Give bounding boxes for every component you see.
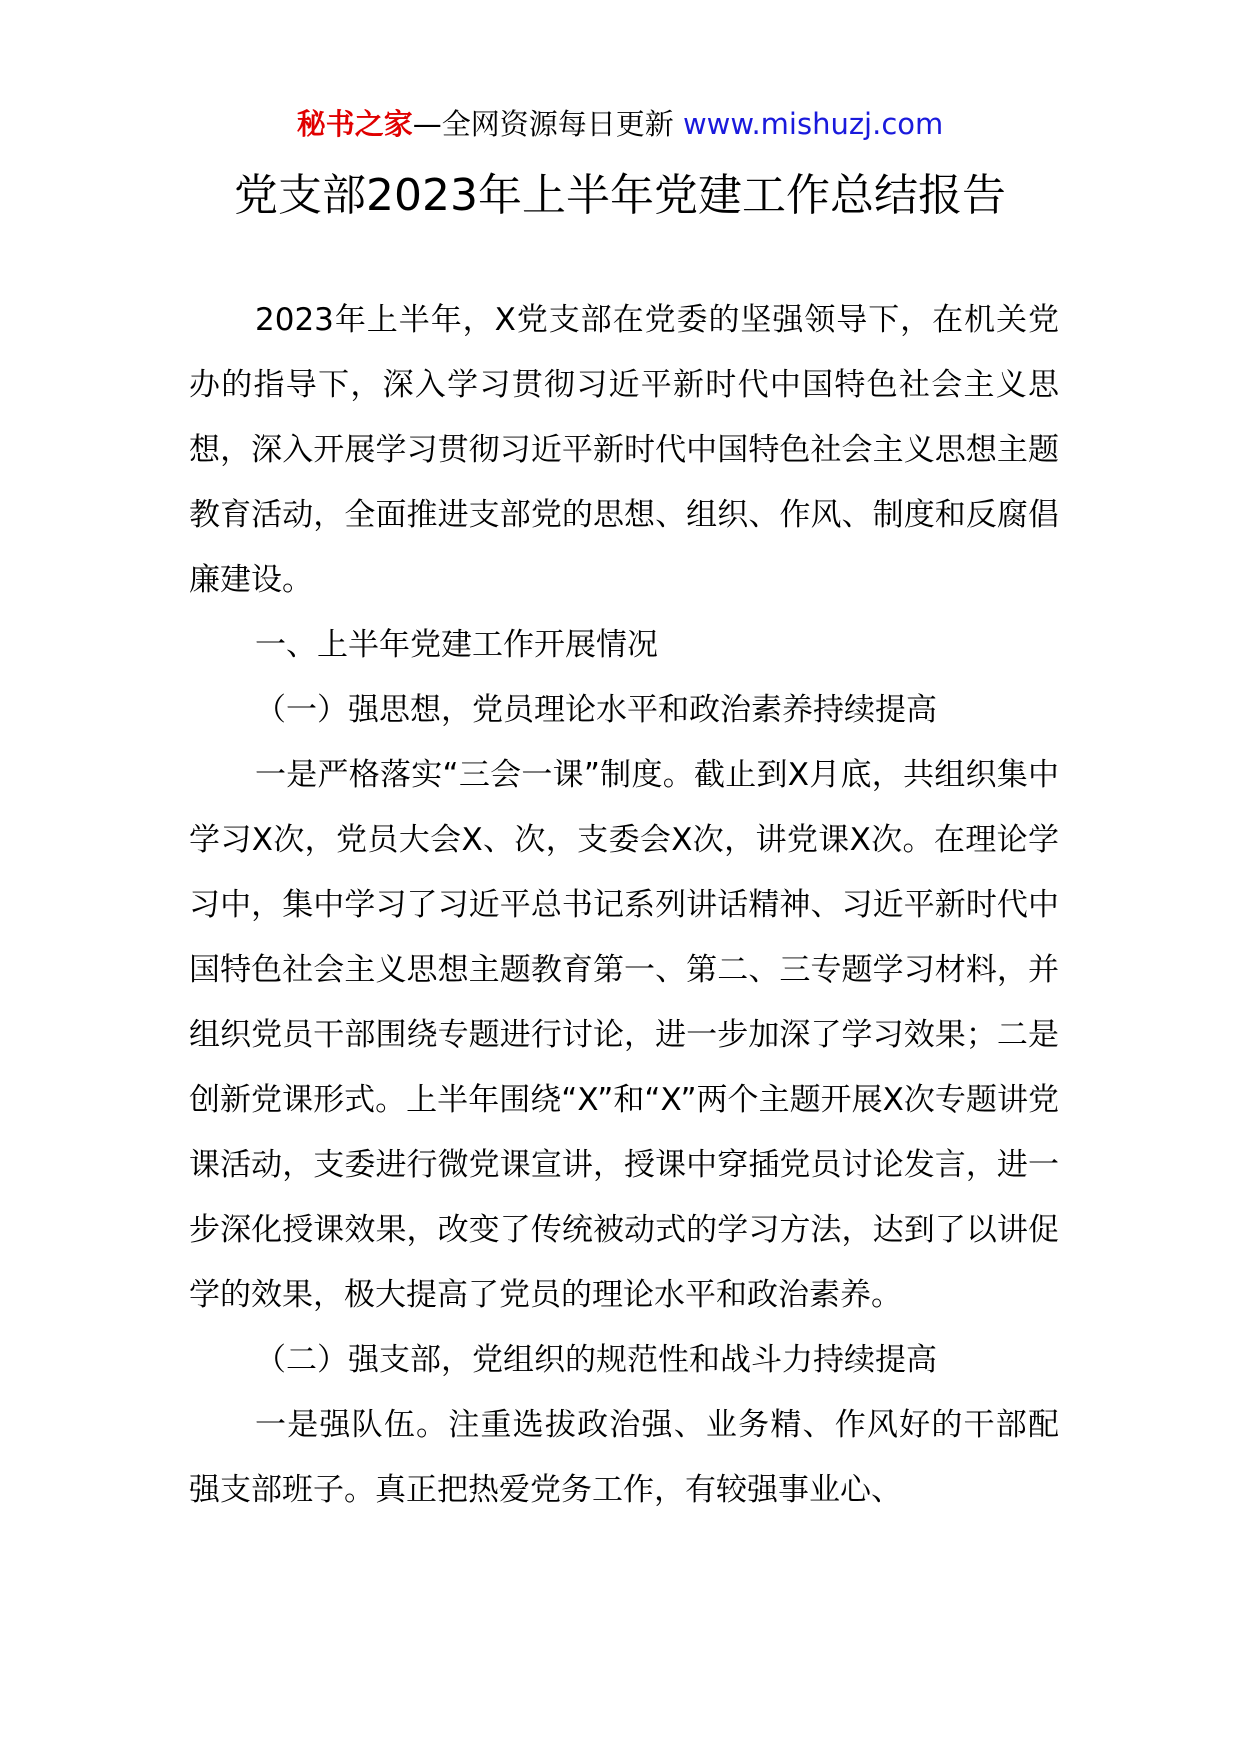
site-brand: 秘书之家 xyxy=(296,107,413,141)
section-heading-1: 一、上半年党建工作开展情况 xyxy=(255,627,658,663)
document-title: 党支部2023年上半年党建工作总结报告 xyxy=(234,170,1006,221)
paragraph-body-2: 一是强队伍。注重选拔政治强、业务精、作风好的干部配强支部班子。真正把热爱党务工作，有较强事业心、 xyxy=(189,1407,1059,1508)
site-url[interactable]: www.mishuzj.com xyxy=(682,107,944,141)
paragraph-body-1: 一是严格落实“三会一课”制度。截止到X月底，共组织集中学习X次，党员大会X、次，支委会X次，讲党课X次。在理论学习中，集中学习了习近平总书记系列讲话精神、习近平新时代中国特色社会主义思想主题教育第一、第二、三专题学习材料，并组织党员干部围绕专题进行讨论，进一步加深了学习效果；二是创新党课形式。上半年围绕“X”和“X”两个主题开展X次专题讲党课活动，支委进行微党课宣讲，授课中穿插党员讨论发言，进一步深化授课效果，改变了传统被动式的学习方法，达到了以讲促学的效果，极大提高了党员的理论水平和政治素养。 xyxy=(189,757,1059,1313)
paragraph-intro: 2023年上半年，X党支部在党委的坚强领导下，在机关党办的指导下，深入学习贯彻习近平新时代中国特色社会主义思想，深入开展学习贯彻习近平新时代中国特色社会主义思想主题教育活动，全面推进支部党的思想、组织、作风、制度和反腐倡廉建设。 xyxy=(189,302,1059,598)
subsection-heading-2: （二）强支部，党组织的规范性和战斗力持续提高 xyxy=(255,1342,937,1378)
site-header xyxy=(0,104,1240,144)
site-tagline: —全网资源每日更新 xyxy=(412,107,683,141)
subsection-heading-1: （一）强思想，党员理论水平和政治素养持续提高 xyxy=(255,692,937,728)
document-body xyxy=(189,288,1059,1523)
